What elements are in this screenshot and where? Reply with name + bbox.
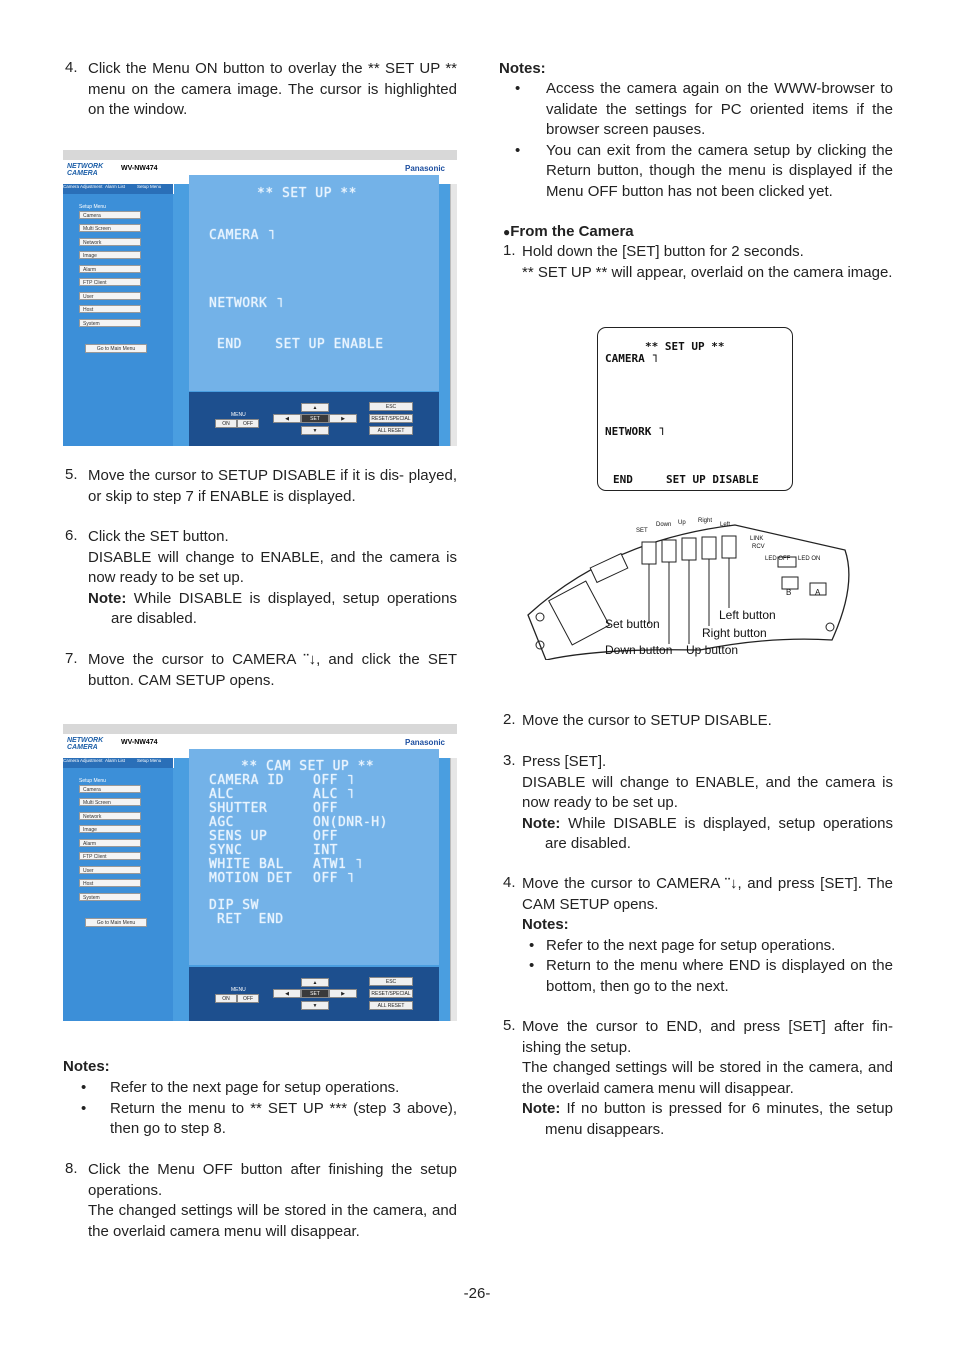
up-button-label: Up button [686, 643, 739, 657]
osd-network: NETWORK ˥ [605, 425, 665, 438]
osd-dip: DIP SW [209, 898, 259, 913]
osd-row-value: ON(DNR-H) [313, 815, 388, 830]
set-switch-icon [642, 542, 656, 564]
menu-multi-screen-button[interactable]: Multi Screen [79, 224, 141, 232]
down-switch-icon [662, 540, 676, 562]
step-number: 4. [503, 874, 516, 891]
menu-host-button[interactable]: Host [79, 879, 141, 887]
step-text-a: Move the cursor to CAMERA [522, 875, 726, 892]
sidebar [63, 184, 173, 446]
step-number: 7. [65, 650, 78, 667]
right-notes-title: Notes: [499, 60, 546, 77]
sidebar [63, 758, 173, 1021]
tab-camera-adjustment[interactable]: Camera Adjustment [63, 184, 104, 194]
step-line2: DISABLE will change to ENABLE, and the camera is now ready to be set up. [522, 773, 893, 811]
left-button-label: Left button [719, 608, 776, 622]
step-notes-title: Notes: [522, 916, 569, 933]
menu-label: MENU [231, 412, 246, 418]
step-text-b: , and click the SET button. CAM SETUP opens. [88, 651, 457, 689]
panel-small-link: LINK [750, 536, 764, 542]
step-text: Move the cursor to SETUP DISABLE. [522, 712, 772, 729]
step-line2: ** SET UP ** will appear, overlaid on the camera image. [522, 263, 893, 281]
up-button[interactable]: ▲ [301, 403, 329, 412]
camera-video [189, 749, 439, 965]
left-notes-list [81, 1078, 457, 1140]
menu-ftp-client-button[interactable]: FTP Client [79, 852, 141, 860]
osd-bottom: END SET UP DISABLE [613, 473, 759, 486]
step-line2: The changed settings will be stored in the camera, and the overlaid camera menu will disappear. [88, 1202, 457, 1240]
note-label: Note: [88, 589, 127, 607]
note-text: While DISABLE is displayed, setup operations are disabled. [111, 589, 457, 627]
osd-title: ** SET UP ** [257, 186, 357, 201]
setup-menu-title: Setup Menu [79, 204, 106, 210]
osd-row-label: ALC [209, 787, 234, 802]
menu-network-button[interactable]: Network [79, 812, 141, 820]
step-number: 6. [65, 527, 78, 544]
up-button[interactable]: ▲ [301, 978, 329, 987]
osd-bottom: END SET UP ENABLE [217, 337, 384, 352]
step-note [522, 814, 893, 855]
panel-small-up: Up [678, 520, 686, 526]
model-name: WV-NW474 [121, 739, 158, 746]
set-button[interactable]: SET [301, 989, 329, 998]
bullet-icon: • [515, 80, 521, 97]
osd-bottom: RET END [217, 912, 284, 927]
osd-title: ** SET UP ** [645, 340, 725, 353]
menu-label: MENU [231, 987, 246, 993]
page-number: -26- [463, 1285, 491, 1302]
camera-arrow-icon: ¨↓ [725, 875, 738, 892]
set-button[interactable]: SET [301, 414, 329, 423]
step-number: 1. [503, 242, 516, 259]
osd-row-value: OFF [313, 829, 338, 844]
step-number: 5. [65, 466, 78, 483]
network-camera-logo: NETWORK CAMERA [67, 163, 104, 177]
menu-off-button[interactable]: OFF [237, 419, 259, 428]
osd-network: NETWORK ˥ [209, 296, 284, 311]
menu-user-button[interactable]: User [79, 866, 141, 874]
menu-image-button[interactable]: Image [79, 825, 141, 833]
step-line1: Click the Menu OFF button after finishing the setup operations. [88, 1161, 457, 1199]
list-item: • Return to the menu where END is displayed on the bottom, then go to the next. [529, 957, 893, 995]
left-button[interactable]: ◀ [273, 414, 301, 423]
step-number: 3. [503, 752, 516, 769]
menu-camera-button[interactable]: Camera [79, 211, 141, 219]
bullet-icon: • [529, 957, 535, 974]
panel-small-left: Left [720, 522, 731, 528]
panel-small-down: Down [656, 522, 672, 528]
osd-row-label: AGC [209, 815, 234, 830]
osd-row-value: ATW1 ˥ [313, 857, 363, 872]
step-note [88, 589, 457, 630]
panel-small-right: Right [698, 518, 713, 524]
right-notes-list [515, 79, 893, 202]
note-label: Note: [522, 814, 561, 832]
menu-on-button[interactable]: ON [215, 994, 237, 1003]
step-number: 4. [65, 59, 78, 76]
panel-small-a: A [815, 588, 821, 597]
panel-small-led-off: LED OFF [765, 556, 791, 562]
down-button-label: Down button [605, 643, 673, 657]
bullet-icon: • [529, 936, 535, 954]
menu-network-button[interactable]: Network [79, 238, 141, 246]
go-main-menu-button[interactable]: Go to Main Menu [85, 344, 147, 353]
osd-camera: CAMERA ˥ [209, 228, 276, 243]
camera-panel-diagram [520, 520, 875, 660]
step-line1: Click the SET button. [88, 528, 229, 545]
bullet-icon: • [81, 1079, 87, 1096]
camera-video [189, 175, 439, 391]
menu-on-button[interactable]: ON [215, 419, 237, 428]
network-camera-logo: NETWORK CAMERA [67, 737, 104, 751]
menu-system-button[interactable]: System [79, 319, 141, 327]
osd-row-label: SHUTTER [209, 801, 268, 816]
setup-menu-title: Setup Menu [79, 778, 106, 784]
menu-ftp-client-button[interactable]: FTP Client [79, 278, 141, 286]
note-text: While DISABLE is displayed, setup operations are disabled. [545, 814, 893, 852]
right-button[interactable]: ▶ [329, 989, 357, 998]
brand-logo: Panasonic [404, 164, 445, 173]
menu-off-button[interactable]: OFF [237, 994, 259, 1003]
reset-special-button[interactable]: RESET/SPECIAL [369, 989, 413, 998]
step-line2: The changed settings will be stored in the camera, and the overlaid camera menu will disappear. [522, 1059, 893, 1097]
step-number: 8. [65, 1160, 78, 1177]
all-reset-button[interactable]: ALL RESET [369, 1001, 413, 1010]
left-switch-icon [722, 536, 736, 558]
browser-screenshot-setup [63, 150, 457, 446]
control-panel [189, 392, 439, 446]
tab-alarm-list[interactable]: Alarm List [103, 758, 136, 768]
note-label: Note: [522, 1100, 561, 1117]
list-item: • Access the camera again on the WWW-browser to validate the settings for PC oriented items if the browser screen pauses. [515, 80, 893, 138]
osd-row-label: SYNC [209, 843, 243, 858]
reset-special-button[interactable]: RESET/SPECIAL [369, 414, 413, 423]
panel-small-led-on: LED ON [798, 556, 821, 562]
list-item: • You can exit from the camera setup by clicking the Return button, though the menu is displayed if the Menu OFF button has not been clicked yet. [515, 141, 893, 200]
menu-host-button[interactable]: Host [79, 305, 141, 313]
osd-row-label: CAMERA ID [209, 773, 284, 788]
panel-small-b: B [786, 588, 792, 597]
step-note [522, 1099, 893, 1140]
esc-button[interactable]: ESC [369, 402, 413, 411]
panel-small-set: SET [636, 528, 648, 534]
osd-title: ** CAM SET UP ** [241, 759, 375, 774]
step-line2: DISABLE will change to ENABLE, and the camera is now ready to be set up. [88, 548, 457, 586]
osd-row-label: SENS UP [209, 829, 268, 844]
tab-alarm-list[interactable]: Alarm List [103, 184, 136, 194]
down-button[interactable]: ▼ [301, 426, 329, 435]
menu-system-button[interactable]: System [79, 893, 141, 901]
list-item: • Return the menu to ** SET UP *** (step 3 above), then go to step 8. [81, 1099, 457, 1137]
menu-multi-screen-button[interactable]: Multi Screen [79, 798, 141, 806]
step-number: 5. [503, 1017, 516, 1034]
right-button[interactable]: ▶ [329, 414, 357, 423]
step-text-b: , and press [SET]. The CAM SETUP opens. [522, 875, 893, 913]
osd-camera: CAMERA ˥ [605, 352, 658, 365]
right-switch-icon [702, 537, 716, 559]
down-button[interactable]: ▼ [301, 1001, 329, 1010]
osd-row-value: ALC ˥ [313, 787, 355, 802]
osd-row-label: WHITE BAL [209, 857, 284, 872]
scrollbar[interactable] [450, 184, 457, 446]
camera-osd-figure [597, 327, 793, 491]
step-text: Click the Menu ON button to overlay the ** SET UP ** menu on the camera image. The cursor is highlighted on the window. [88, 60, 457, 118]
bullet-icon: ● [503, 225, 511, 239]
osd-row-label: MOTION DET [209, 871, 293, 886]
camera-arrow-icon: ¨↓ [303, 651, 317, 668]
brand-logo: Panasonic [404, 738, 445, 747]
bullet-icon: • [515, 141, 521, 159]
left-button[interactable]: ◀ [273, 989, 301, 998]
menu-user-button[interactable]: User [79, 292, 141, 300]
browser-screenshot-cam-setup [63, 724, 457, 1021]
note-text: If no button is pressed for 6 minutes, the setup menu disappears. [545, 1100, 893, 1138]
menu-image-button[interactable]: Image [79, 251, 141, 259]
all-reset-button[interactable]: ALL RESET [369, 426, 413, 435]
osd-row-value: INT [313, 843, 338, 858]
go-main-menu-button[interactable]: Go to Main Menu [85, 918, 147, 927]
osd-row-value: OFF ˥ [313, 773, 355, 788]
control-panel [189, 967, 439, 1021]
model-name: WV-NW474 [121, 165, 158, 172]
list-item: • Refer to the next page for setup operations. [522, 936, 893, 957]
step-line1: Hold down the [SET] button for 2 seconds. [522, 243, 804, 260]
scrollbar[interactable] [450, 758, 457, 1021]
menu-alarm-button[interactable]: Alarm [79, 265, 141, 273]
step-number: 2. [503, 711, 516, 728]
right-button-label: Right button [702, 626, 767, 640]
from-camera-heading: ●From the Camera [503, 223, 634, 240]
list-item: • Refer to the next page for setup operations. [81, 1078, 457, 1099]
bullet-icon: • [81, 1099, 87, 1117]
step-line1: Press [SET]. [522, 753, 607, 770]
set-button-label: Set button [605, 617, 660, 631]
esc-button[interactable]: ESC [369, 977, 413, 986]
notes-title: Notes: [63, 1058, 110, 1075]
tab-camera-adjustment[interactable]: Camera Adjustment [63, 758, 104, 768]
menu-camera-button[interactable]: Camera [79, 785, 141, 793]
osd-row-value: OFF [313, 801, 338, 816]
tab-setup-menu[interactable]: Setup Menu [135, 758, 174, 768]
step-text: Move the cursor to SETUP DISABLE if it is dis- played, or skip to step 7 if ENABLE is displayed. [88, 467, 457, 505]
menu-alarm-button[interactable]: Alarm [79, 839, 141, 847]
panel-small-rcv: RCV [752, 544, 765, 550]
step-line1: Move the cursor to END, and press [SET] after fin- ishing the setup. [522, 1018, 893, 1056]
osd-row-value: OFF ˥ [313, 871, 355, 886]
tab-setup-menu[interactable]: Setup Menu [135, 184, 174, 194]
up-switch-icon [682, 538, 696, 560]
step-text-a: Move the cursor to CAMERA [88, 651, 304, 668]
